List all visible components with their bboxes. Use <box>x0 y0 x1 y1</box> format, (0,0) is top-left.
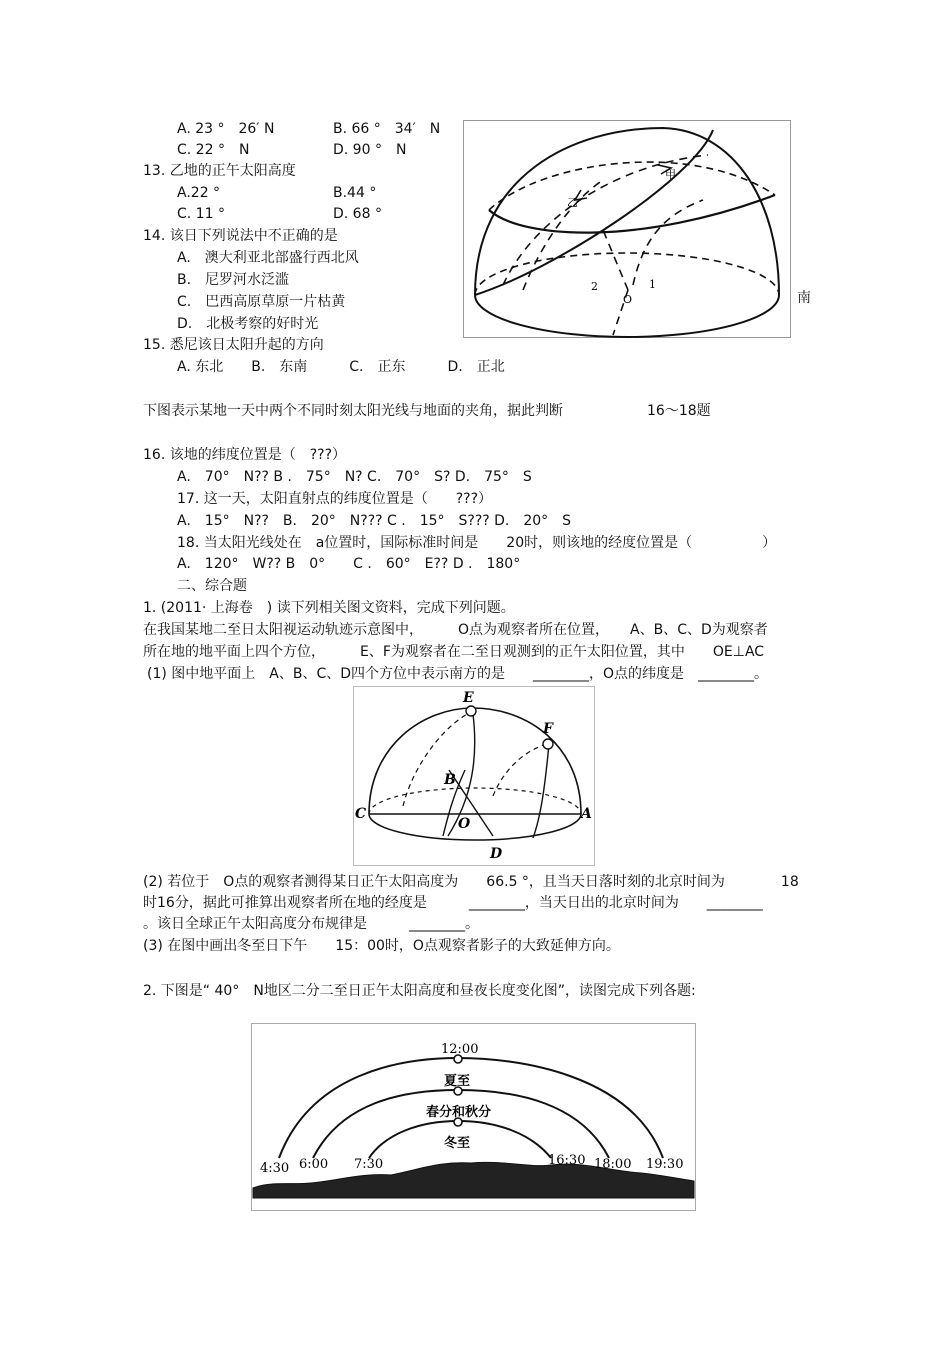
q16-stem: 16. 该地的纬度位置是（ ???） <box>143 447 347 463</box>
q15-options: A. 东北 B. 东南 C. 正东 D. 正北 <box>177 359 505 375</box>
q15-stem: 15. 悉尼该日太阳升起的方向 <box>143 337 324 353</box>
label-c: C <box>355 806 367 822</box>
sun-altitude-diagram <box>251 1023 696 1211</box>
time-label-1: 6:00 <box>299 1157 329 1172</box>
q14-stem: 14. 该日下列说法中不正确的是 <box>143 228 338 244</box>
c1-q1: (1) 图中地平面上 A、B、C、D四个方位中表示南方的是 ________，O点的纬度是 ________。 <box>147 666 769 682</box>
hemisphere-diagram <box>463 120 791 338</box>
label-angle-2: 2 <box>591 280 598 293</box>
label-b: B <box>444 772 456 788</box>
section2-title: 二、综合题 <box>177 578 247 594</box>
c1-q3: (3) 在图中画出冬至日下午 15：00时，O点观察者影子的大致延伸方向。 <box>143 938 620 954</box>
c1-q2-line3: 。该日全球正午太阳高度分布规律是 ________。 <box>143 916 479 932</box>
time-label-4: 18:00 <box>594 1157 632 1172</box>
q13-option-a: A.22 ° <box>177 185 221 201</box>
label-f: F <box>543 721 553 737</box>
c1-title: 1. (2011· 上海卷 ) 读下列相关图文资料，完成下列问题。 <box>143 600 515 616</box>
q12-option-b: B. 66 ° 34′ N <box>333 121 441 137</box>
c1-line2: 所在地的地平面上四个方位， E、F为观察者在二至日观测到的正午太阳位置，其中 OE⊥AC <box>143 644 765 660</box>
label-a: A <box>581 806 592 822</box>
q13-stem: 13. 乙地的正午太阳高度 <box>143 163 296 179</box>
label-e: E <box>463 690 474 706</box>
q12-option-a: A. 23 ° 26′ N <box>177 121 275 137</box>
label-angle-1: 1 <box>649 278 656 291</box>
label-o: O <box>458 816 471 832</box>
c1-q2-line1: (2) 若位于 O点的观察者测得某日正午太阳高度为 66.5 °，且当天日落时刻的北京时间为 18 <box>143 874 799 890</box>
q13-option-c: C. 11 ° <box>177 206 225 222</box>
q14-option-c: C. 巴西高原草原一片枯黄 <box>177 294 346 310</box>
time-label-0: 4:30 <box>260 1161 290 1176</box>
c2-title: 2. 下图是“ 40° N地区二分二至日正午太阳高度和昼夜长度变化图”，读图完成下列各题: <box>143 983 696 999</box>
label-d: D <box>490 846 503 862</box>
label-noon: 12:00 <box>441 1042 479 1057</box>
solstice-path-figure <box>353 686 595 866</box>
sun-path-hemisphere-figure <box>463 120 791 338</box>
q13-option-b: B.44 ° <box>333 185 377 201</box>
q18-options: A. 120° W?? B 0° C . 60° E?? D . 180° <box>177 556 521 572</box>
south-label: 南 <box>797 290 811 306</box>
label-jia: 甲 <box>665 168 676 181</box>
q17-stem: 17. 这一天，太阳直射点的纬度位置是（ ???） <box>177 491 493 507</box>
q14-option-d: D. 北极考察的好时光 <box>177 316 319 332</box>
label-o: O <box>623 293 633 306</box>
solstice-diagram <box>353 686 595 866</box>
q16-options: A. 70° N?? B . 75° N? C. 70° S? D. 75° S <box>177 469 532 485</box>
label-equinox: 春分和秋分 <box>426 1105 492 1120</box>
q14-option-a: A. 澳大利亚北部盛行西北风 <box>177 250 359 266</box>
label-winter-solstice: 冬至 <box>444 1136 471 1151</box>
label-yi: 乙 <box>567 196 578 209</box>
c1-q2-line2: 时16分，据此可推算出观察者所在地的经度是 ________，当天日出的北京时间为 ________ <box>143 895 763 911</box>
label-summer-solstice: 夏至 <box>444 1074 471 1089</box>
q18-stem: 18. 当太阳光线处在 a位置时，国际标准时间是 20时，则该地的经度位置是（ ） <box>177 535 777 551</box>
intro-16-18-range: 16～18题 <box>647 403 711 419</box>
time-label-5: 19:30 <box>646 1157 684 1172</box>
q12-option-d: D. 90 ° N <box>333 142 407 158</box>
c1-line1: 在我国某地二至日太阳视运动轨迹示意图中， O点为观察者所在位置， A、B、C、D为观察者 <box>143 622 768 638</box>
q17-options: A. 15° N?? B. 20° N??? C . 15° S??? D. 20° S <box>177 513 572 529</box>
intro-16-18-text: 下图表示某地一天中两个不同时刻太阳光线与地面的夹角，据此判断 <box>143 403 563 419</box>
sun-altitude-daylength-figure <box>251 1023 696 1211</box>
q14-option-b: B. 尼罗河水泛滥 <box>177 272 290 288</box>
q12-option-c: C. 22 ° N <box>177 142 250 158</box>
q13-option-d: D. 68 ° <box>333 206 382 222</box>
time-label-2: 7:30 <box>354 1157 384 1172</box>
time-label-3: 16:30 <box>548 1153 586 1168</box>
